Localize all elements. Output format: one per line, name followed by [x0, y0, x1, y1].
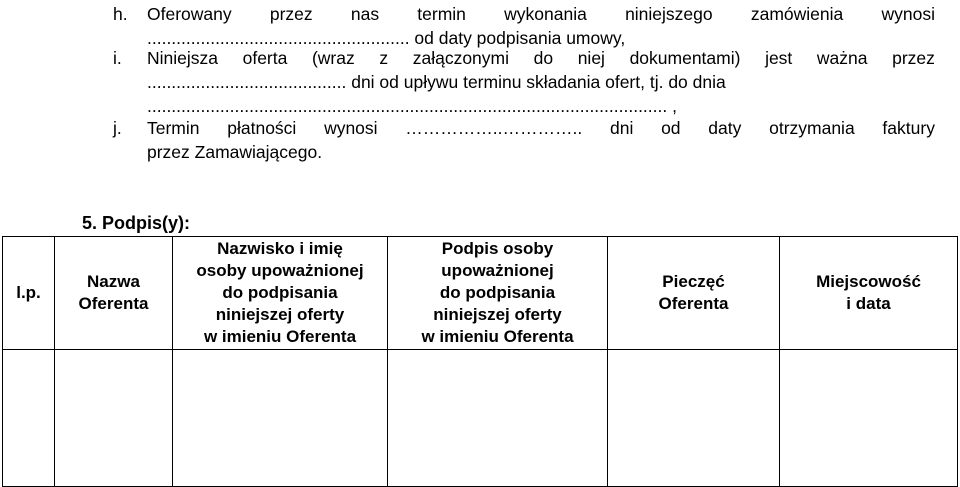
word: od	[661, 118, 681, 138]
col-header-name: Nazwa Oferenta	[55, 237, 173, 350]
clause-j-line1	[147, 116, 935, 140]
signature-table	[2, 236, 958, 487]
clause-h-line2: ...................................................... od daty podpisania umowy,	[147, 28, 626, 48]
table-header-row	[3, 237, 958, 350]
clause-j-marker: j.	[113, 118, 122, 138]
word: z	[379, 48, 389, 68]
word: ważna	[816, 48, 868, 68]
word: Niniejsza	[147, 48, 218, 68]
cell-lp[interactable]	[3, 350, 55, 487]
word: Termin	[147, 118, 200, 138]
cell-authorized-person[interactable]	[173, 350, 388, 487]
table-row	[3, 350, 958, 487]
col-header-place-date: Miejscowość i data	[780, 237, 958, 350]
section-heading: 5. Podpis(y):	[82, 213, 191, 233]
word: termin	[417, 4, 466, 24]
word: daty	[708, 118, 742, 138]
cell-place-date[interactable]	[780, 350, 958, 487]
word: przez	[269, 4, 313, 24]
col-header-lp: l.p.	[3, 237, 55, 350]
word: załączonymi	[412, 48, 510, 68]
word: do	[533, 48, 554, 68]
word: niej	[577, 48, 605, 68]
word: wykonania	[504, 4, 587, 24]
word: zamówienia	[750, 4, 844, 24]
word: Oferowany	[147, 4, 232, 24]
clause-h-marker: h.	[113, 4, 128, 24]
cell-name[interactable]	[55, 350, 173, 487]
cell-signature[interactable]	[388, 350, 608, 487]
word: dokumentami)	[629, 48, 741, 68]
word: niniejszego	[625, 4, 713, 24]
word: dni	[609, 118, 634, 138]
clause-j-line2: przez Zamawiającego.	[147, 142, 323, 162]
clause-i-line2: ......................................... dni od upływu terminu składania ofert, tj. do dnia	[147, 72, 726, 92]
clause-i-marker: i.	[113, 48, 122, 68]
word: wynosi	[324, 118, 378, 138]
col-header-signature: Podpis osoby upoważnionej do podpisania niniejszej oferty w imieniu Oferenta	[388, 237, 608, 350]
word: nas	[350, 4, 380, 24]
word: oferta	[242, 48, 288, 68]
cell-stamp[interactable]	[608, 350, 780, 487]
word: otrzymania	[769, 118, 855, 138]
clause-i-line1	[147, 46, 935, 70]
word: płatności	[227, 118, 297, 138]
word: faktury	[882, 118, 935, 138]
word: (wraz	[311, 48, 355, 68]
word: przez	[892, 48, 935, 68]
word: jest	[765, 48, 793, 68]
col-header-authorized-person: Nazwisko i imię osoby upoważnionej do podpisania niniejszej oferty w imieniu Oferenta	[173, 237, 388, 350]
word: wynosi	[881, 4, 935, 24]
col-header-stamp: Pieczęć Oferenta	[608, 237, 780, 350]
clause-i-line3: ........................................................................................................... ,	[147, 96, 677, 116]
clause-h-line1	[147, 2, 935, 26]
word: ……………..…………..	[405, 118, 583, 138]
